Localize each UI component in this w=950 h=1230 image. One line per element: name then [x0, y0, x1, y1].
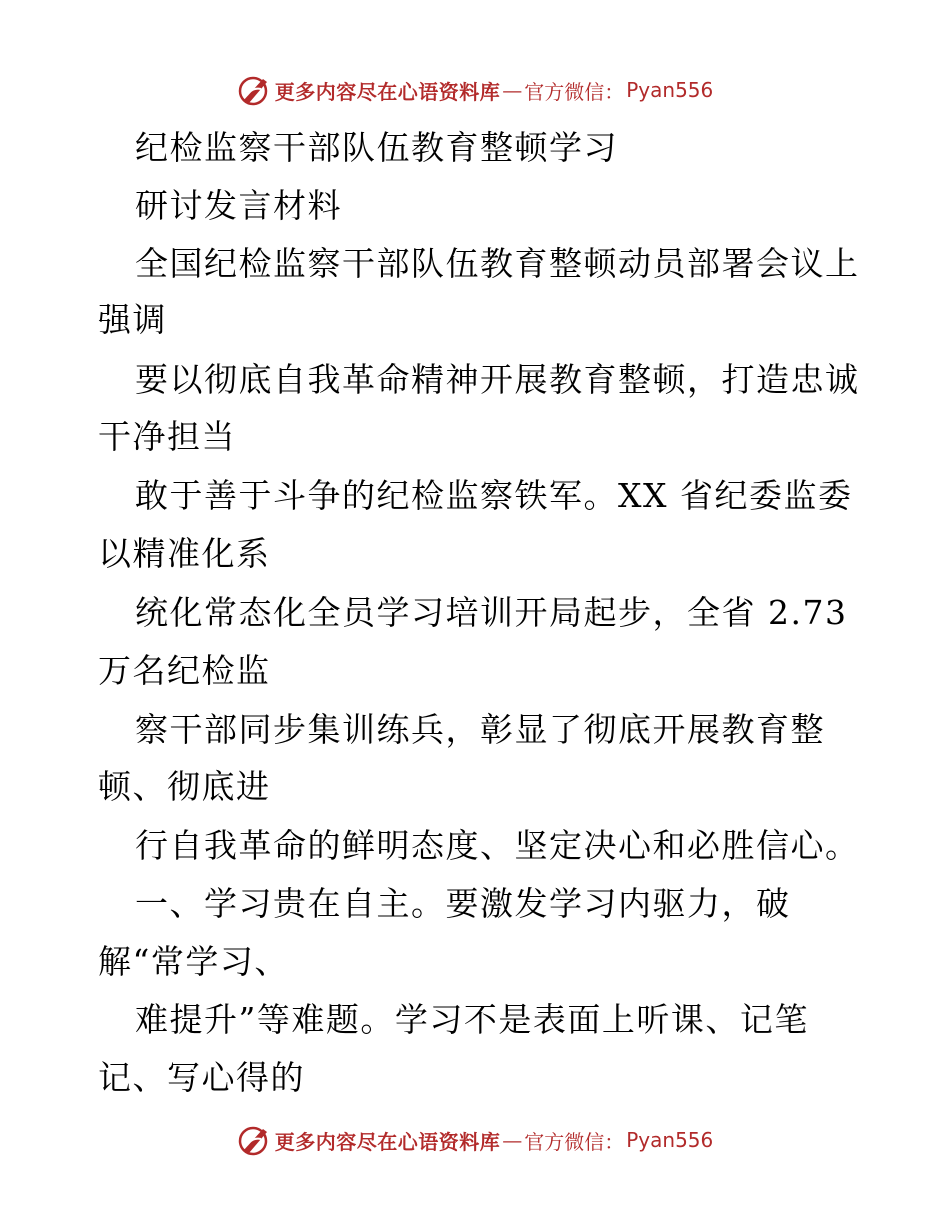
paragraph-line: 干净担当 — [98, 417, 236, 456]
paragraph-line: 全国纪检监察干部队伍教育整顿动员部署会议上 — [135, 244, 860, 283]
paragraph-line: 察干部同步集训练兵，彰显了彻底开展教育整 — [135, 710, 825, 749]
banner-account-id: Pyan556 — [626, 78, 714, 102]
section-heading-line: 一、学习贵在自主。要激发学习内驱力，破 — [135, 884, 791, 923]
banner-separator: — — [502, 78, 523, 102]
banner-slogan: 更多内容尽在心语资料库 — [274, 79, 501, 104]
paragraph-line: 解“常学习、 — [98, 942, 289, 981]
paragraph-line: 难提升”等难题。学习不是表面上听课、记笔 — [135, 1000, 809, 1039]
banner-separator: — — [502, 1128, 523, 1152]
banner-official-label: 官方微信： — [524, 79, 625, 104]
paragraph-line: 敢于善于斗争的纪检监察铁军。XX 省纪委监委 — [135, 476, 853, 515]
paragraph-line: 统化常态化全员学习培训开局起步，全省 2.73 — [135, 593, 848, 632]
banner-official-label: 官方微信： — [524, 1129, 625, 1154]
banner-account-id: Pyan556 — [626, 1128, 714, 1152]
paragraph-line: 记、写心得的 — [98, 1058, 305, 1097]
pen-logo-icon — [237, 1123, 271, 1157]
paragraph-line: 强调 — [98, 300, 167, 339]
banner-slogan: 更多内容尽在心语资料库 — [274, 1129, 501, 1154]
paragraph-line: 以精准化系 — [98, 534, 271, 573]
paragraph-line: 行自我革命的鲜明态度、坚定决心和必胜信心。 — [135, 826, 860, 865]
paragraph-line: 万名纪检监 — [98, 651, 271, 690]
footer-watermark-banner — [0, 1120, 950, 1160]
paragraph-line: 顿、彻底进 — [98, 767, 271, 806]
document-title-line-2: 研讨发言材料 — [135, 186, 342, 225]
document-title-line-1: 纪检监察干部队伍教育整顿学习 — [135, 128, 618, 167]
paragraph-line: 要以彻底自我革命精神开展教育整顿，打造忠诚 — [135, 360, 860, 399]
